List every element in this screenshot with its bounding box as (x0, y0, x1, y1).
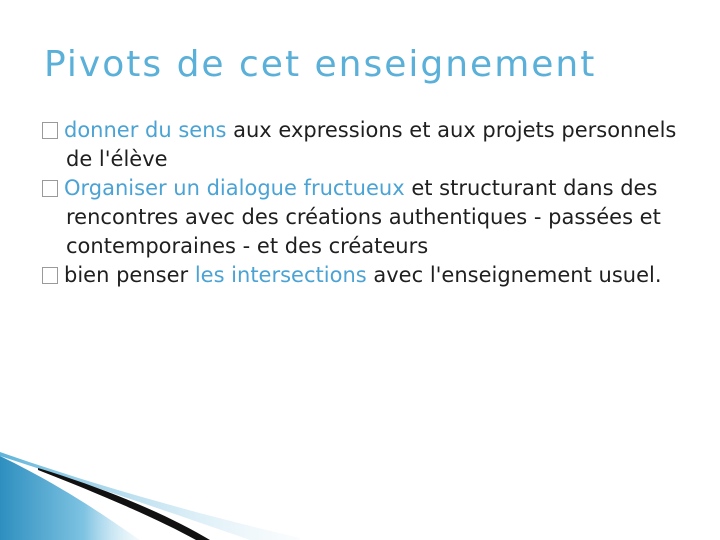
bullet-list (36, 116, 696, 290)
list-item (36, 261, 696, 290)
square-bullet-icon (42, 180, 58, 197)
slide-title: Pivots de cet enseignement (44, 44, 597, 85)
corner-swoosh-decoration (0, 450, 300, 540)
item-3-highlight: les intersections (194, 263, 367, 287)
item-3-text-start: bien penser (64, 263, 195, 287)
item-3-text-end: avec l'enseignement usuel. (366, 263, 662, 287)
item-1-highlight: donner du sens (64, 118, 227, 142)
list-item (36, 174, 696, 261)
list-item (36, 116, 696, 174)
item-1-text: aux expressions et aux projets personnels de l'élève (66, 118, 677, 171)
item-2-text: et structurant dans des rencontres avec des créations authentiques - passées et contemporaines - et des créateurs (66, 176, 661, 258)
item-2-highlight: Organiser un dialogue fructueux (64, 176, 405, 200)
square-bullet-icon (42, 122, 58, 139)
square-bullet-icon (42, 267, 58, 284)
